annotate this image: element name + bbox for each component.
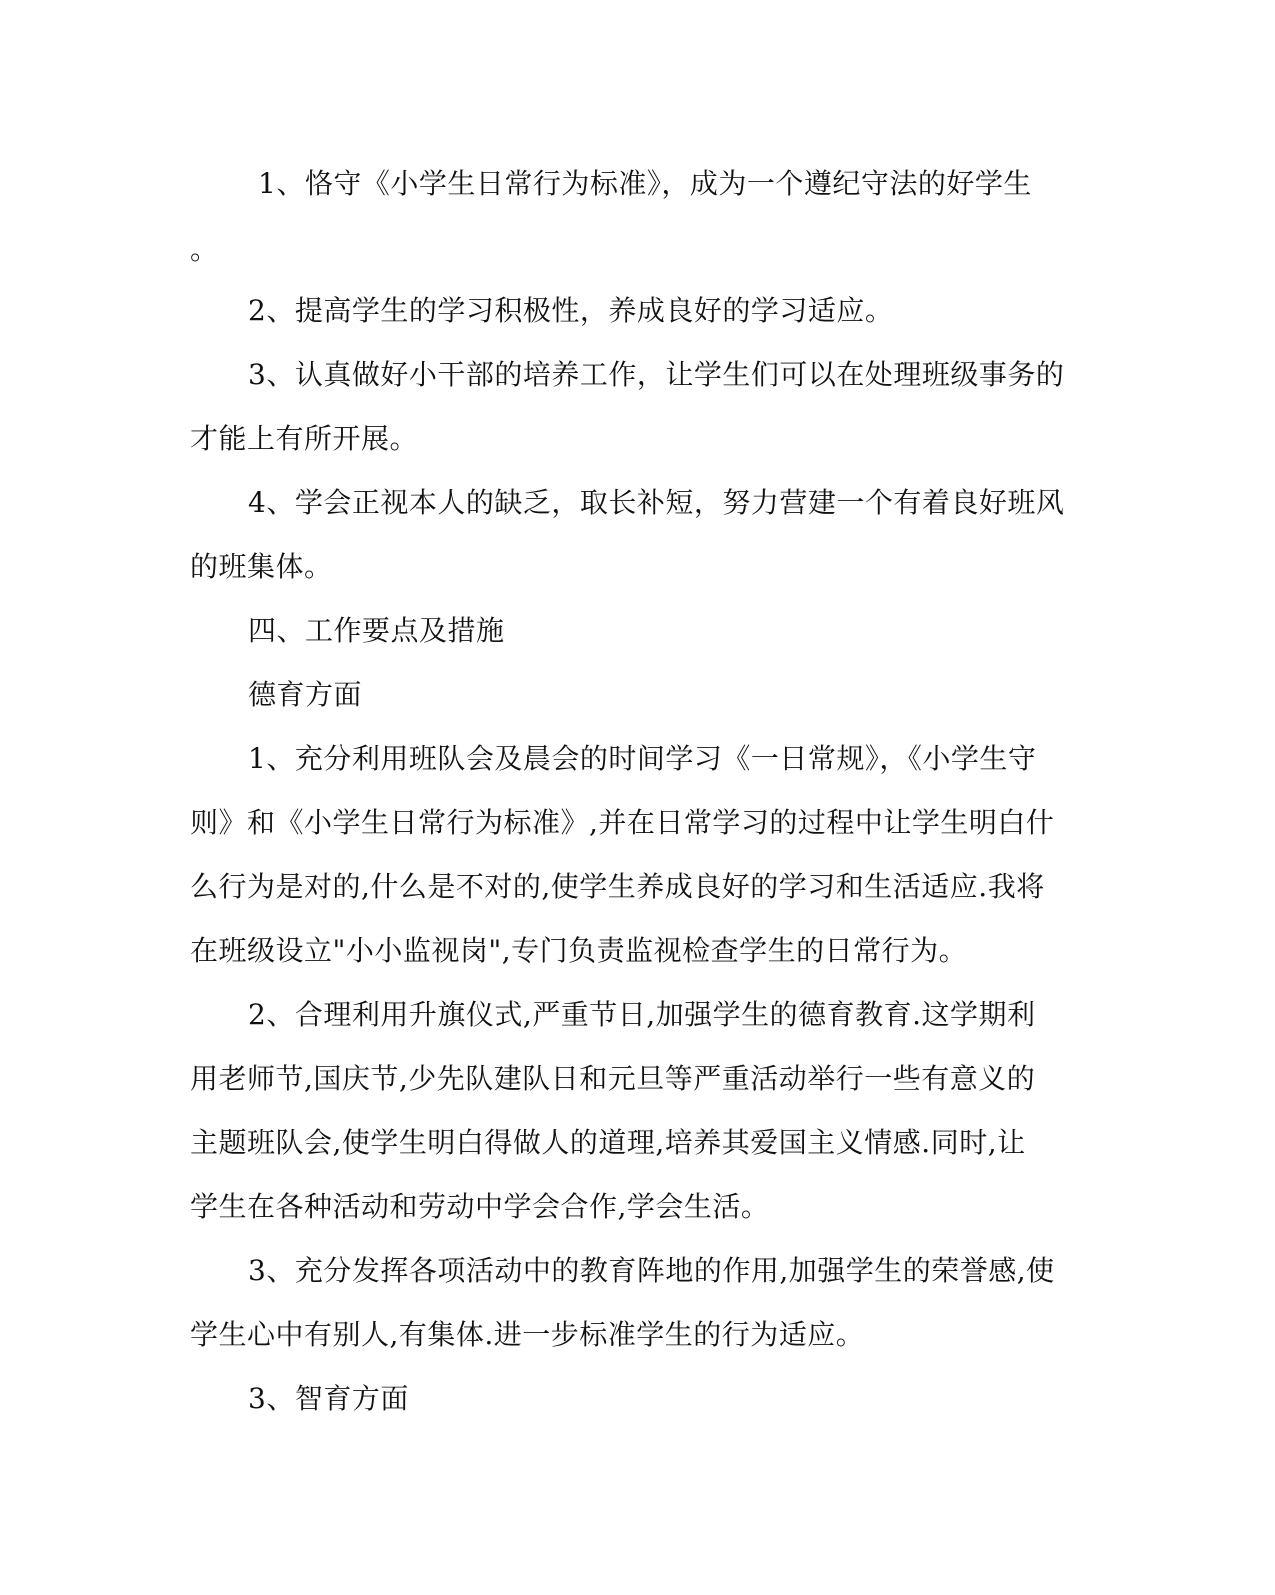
- paragraph-line: 。: [190, 233, 219, 266]
- paragraph-line: 学生心中有别人,有集体.进一步标准学生的行为适应。: [190, 1318, 865, 1351]
- paragraph-line: 才能上有所开展。: [190, 422, 419, 455]
- paragraph-line: 1、充分利用班队会及晨会的时间学习《一日常规》，《小学生守: [248, 742, 1037, 775]
- paragraph-line: 在班级设立"小小监视岗",专门负责监视检查学生的日常行为。: [190, 934, 968, 967]
- paragraph-line: 学生在各种活动和劳动中学会合作,学会生活。: [190, 1190, 770, 1223]
- paragraph-line: 3、充分发挥各项活动中的教育阵地的作用,加强学生的荣誉感,使: [248, 1254, 1055, 1287]
- paragraph-line: 4、学会正视本人的缺乏，取长补短，努力营建一个有着良好班风: [248, 486, 1065, 519]
- paragraph-line: 主题班队会,使学生明白得做人的道理,培养其爱国主义情感.同时,让: [190, 1126, 1026, 1159]
- paragraph-line: 用老师节,国庆节,少先队建队日和元旦等严重活动举行一些有意义的: [190, 1062, 1036, 1095]
- paragraph-line: 的班集体。: [190, 550, 333, 583]
- paragraph-line: 1、恪守《小学生日常行为标准》，成为一个遵纪守法的好学生: [258, 167, 1032, 200]
- paragraph-line: 2、提高学生的学习积极性，养成良好的学习适应。: [248, 294, 894, 327]
- paragraph-line: 么行为是对的,什么是不对的,使学生养成良好的学习和生活适应.我将: [190, 870, 1045, 903]
- paragraph-line: 则》和《小学生日常行为标准》,并在日常学习的过程中让学生明白什: [190, 806, 1055, 839]
- paragraph-line: 3、认真做好小干部的培养工作，让学生们可以在处理班级事务的: [248, 358, 1065, 391]
- section-heading: 四、工作要点及措施: [248, 614, 505, 647]
- subsection-heading: 德育方面: [248, 678, 363, 711]
- paragraph-line: 2、合理利用升旗仪式,严重节日,加强学生的德育教育.这学期利: [248, 998, 1036, 1031]
- subsection-heading: 3、智育方面: [248, 1382, 409, 1415]
